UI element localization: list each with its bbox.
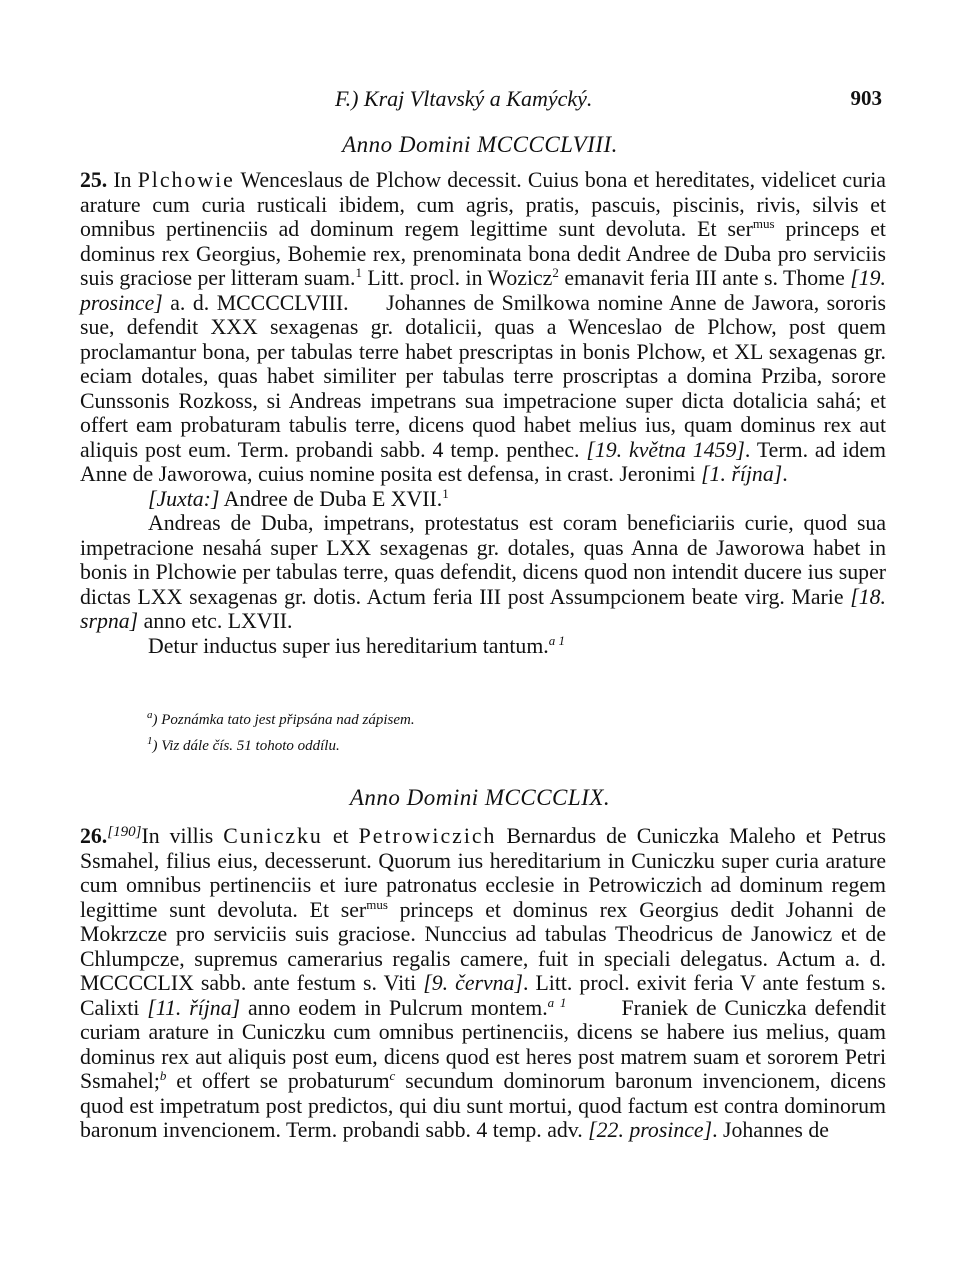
footnote-text: ) Viz dále čís. 51 tohoto oddílu. bbox=[152, 738, 340, 754]
text-run: Andreas de Duba, impetrans, protestatus est coram beneficiariis curie, quod sua impetracione nesahá super LXX sexagenas gr. dotales, quas Anna de Jaworowa habet in bonis in Plchowie per tabulas terre, quas defendit, dicens quod non intendit ducere ius super dictas LXX sexagenas gr. dotis. Actum feria III post Assumpcionem beate virg. Marie bbox=[80, 511, 886, 609]
text-run: princeps et dominus rex Georgius dedit Johanni de Mokrzcze pro serviciis suis graciose. Nunccius ad tabulas Theodricus de Janowicz et de Chlumpcze, supremus camerarius regalis camere, fuit in speciali delegatus. Actum a. d. MCCCCLIX sabb. ante festum s. Viti bbox=[80, 897, 887, 995]
margin-reference: [190] bbox=[107, 824, 142, 840]
date-annotation: [1. října] bbox=[701, 462, 783, 486]
date-annotation: [19. prosince] bbox=[80, 266, 886, 315]
footnote-ref: c bbox=[389, 1068, 396, 1083]
place-name: Plchowie bbox=[137, 168, 235, 192]
text-run: et offert se probaturum bbox=[166, 1069, 390, 1093]
place-name: Cuniczku bbox=[223, 824, 323, 848]
footnote-text: ) Poznámka tato jest připsána nad zápisem. bbox=[152, 712, 415, 728]
footnote-ref: 1 bbox=[355, 265, 362, 280]
footnote-mark: 1 bbox=[147, 735, 153, 747]
text-run: princeps et dominus rex Georgius, Bohemie rex, prenominata bona dedit Andree de Duba pro serviciis suis graciose per litteram suam. bbox=[80, 217, 886, 290]
footnote-ref: b bbox=[159, 1068, 167, 1083]
date-annotation: [22. prosince] bbox=[588, 1118, 713, 1142]
text-run: anno etc. LXVII. bbox=[138, 609, 293, 633]
footnote-ref: 1 bbox=[442, 485, 449, 501]
superscript: mus bbox=[366, 896, 388, 912]
juxta-label: [Juxta:] bbox=[148, 486, 220, 511]
entry-26 bbox=[80, 820, 886, 1143]
page-number: 903 bbox=[850, 86, 882, 110]
section-heading-1459: Anno Domini MCCCCLIX. bbox=[349, 785, 611, 810]
text-run: secundum dominorum baronum invencionem, dicens quod est impetratum post predictos, qui diu sunt mortui, quod factum est contra dominorum baronum invencionem. Term. probandi sabb. 4 temp. adv. bbox=[80, 1069, 886, 1142]
entry-number: 25. bbox=[80, 168, 108, 192]
date-annotation: [9. června] bbox=[423, 971, 523, 995]
date-annotation: [18. srpna] bbox=[80, 584, 886, 633]
juxta-line bbox=[80, 487, 886, 512]
protest-paragraph bbox=[80, 511, 886, 634]
date-annotation: [19. května 1459] bbox=[586, 437, 745, 462]
entry-25-paragraph bbox=[80, 168, 886, 487]
text-run: a. d. MCCCCLVIII. bbox=[162, 290, 349, 315]
text-run: emanavit feria III ante s. Thome bbox=[558, 266, 851, 290]
section-heading-1458: Anno Domini MCCCCLVIII. bbox=[342, 132, 618, 157]
text-run: . Term. ad idem Anne de Jaworowa, cuius nomine posita est defensa, in crast. Jeronimi bbox=[80, 437, 886, 486]
date-annotation: [11. října] bbox=[147, 995, 241, 1020]
text-run: Wenceslaus de Plchow decessit. Cuius bona et hereditates, videlicet curia arature cum curia rusticali ibidem, cum agris, pratis, pascuis, piscinis, rivis, silvis et omnibus pertinenciis ad dominum regem legittime sunt devoluta. Et ser bbox=[80, 168, 886, 241]
text-run: In villis bbox=[141, 824, 224, 848]
place-name: Petrowiczich bbox=[358, 824, 497, 848]
text-run: Litt. procl. in Wozicz bbox=[361, 266, 553, 290]
text-run: Johannes de Smilkowa nomine Anne de Jawora, sororis sue, defendit XXX sexagenas gr. dotalicii, quas a Wenceslao de Plchow, post quem proclamantur bona, per tabulas terre habet prescriptas in bonis Plchow, et XL sexagenas gr. eciam dotales, quas habet similiter per tabulas terre proscriptas a domina Prziba, sorore Cunssonis Rozkoss, si Andreas impetrans sua impetracione super dicta dotalicia sahá; et offert eam probaturam tabulis terre, dicens quod habet melius ius, quam dominus rex aut aliquis post eum. Term. probandi sabb. 4 temp. penthec. bbox=[80, 290, 886, 462]
text-run: . Litt. procl. exivit feria V ante festum s. Calixti bbox=[80, 971, 886, 1020]
entry-26-paragraph bbox=[80, 820, 886, 1143]
text-run: anno eodem in Pulcrum montem. bbox=[240, 995, 548, 1020]
text-run: Andree de Duba E XVII. bbox=[219, 486, 443, 511]
footnote-ref: a 1 bbox=[547, 994, 567, 1010]
text-run: . bbox=[782, 462, 788, 486]
text-run: In bbox=[107, 168, 138, 192]
text-run: Franiek de Cuniczka defendit curiam arature in Cuniczku cum omnibus pertinenciis, dicens se habere ius melius, quam dominus rex aut aliquis post eum, dicens quod est heres post matrem suam et sororem Petri Ssmahel; bbox=[80, 995, 887, 1093]
text-run: . Johannes de bbox=[712, 1118, 829, 1142]
superscript: mus bbox=[752, 216, 775, 231]
entry-25 bbox=[80, 168, 886, 658]
inductus-line bbox=[80, 634, 886, 659]
footnotes bbox=[147, 709, 887, 764]
footnote-1 bbox=[147, 735, 887, 764]
text-run: Bernardus de Cuniczka Maleho et Petrus Ssmahel, filius eius, decesserunt. Quorum ius hereditarium in Cuniczku super curia arature cum omnibus pertinenciis et iure patronatus ecclesie in Petrowiczich ad dominum regem legittime sunt devoluta. Et ser bbox=[80, 824, 886, 922]
text-run: Detur inductus super ius hereditarium tantum. bbox=[148, 633, 549, 658]
footnote-ref: 2 bbox=[552, 265, 559, 280]
text-run: et bbox=[322, 824, 359, 848]
footnote-ref: a 1 bbox=[548, 632, 565, 648]
running-title: F.) Kraj Vltavský a Kamýcký. bbox=[335, 86, 593, 111]
footnote-mark: a bbox=[147, 709, 153, 721]
running-header bbox=[0, 86, 960, 116]
footnote-a bbox=[147, 709, 887, 738]
entry-number: 26. bbox=[80, 824, 108, 848]
